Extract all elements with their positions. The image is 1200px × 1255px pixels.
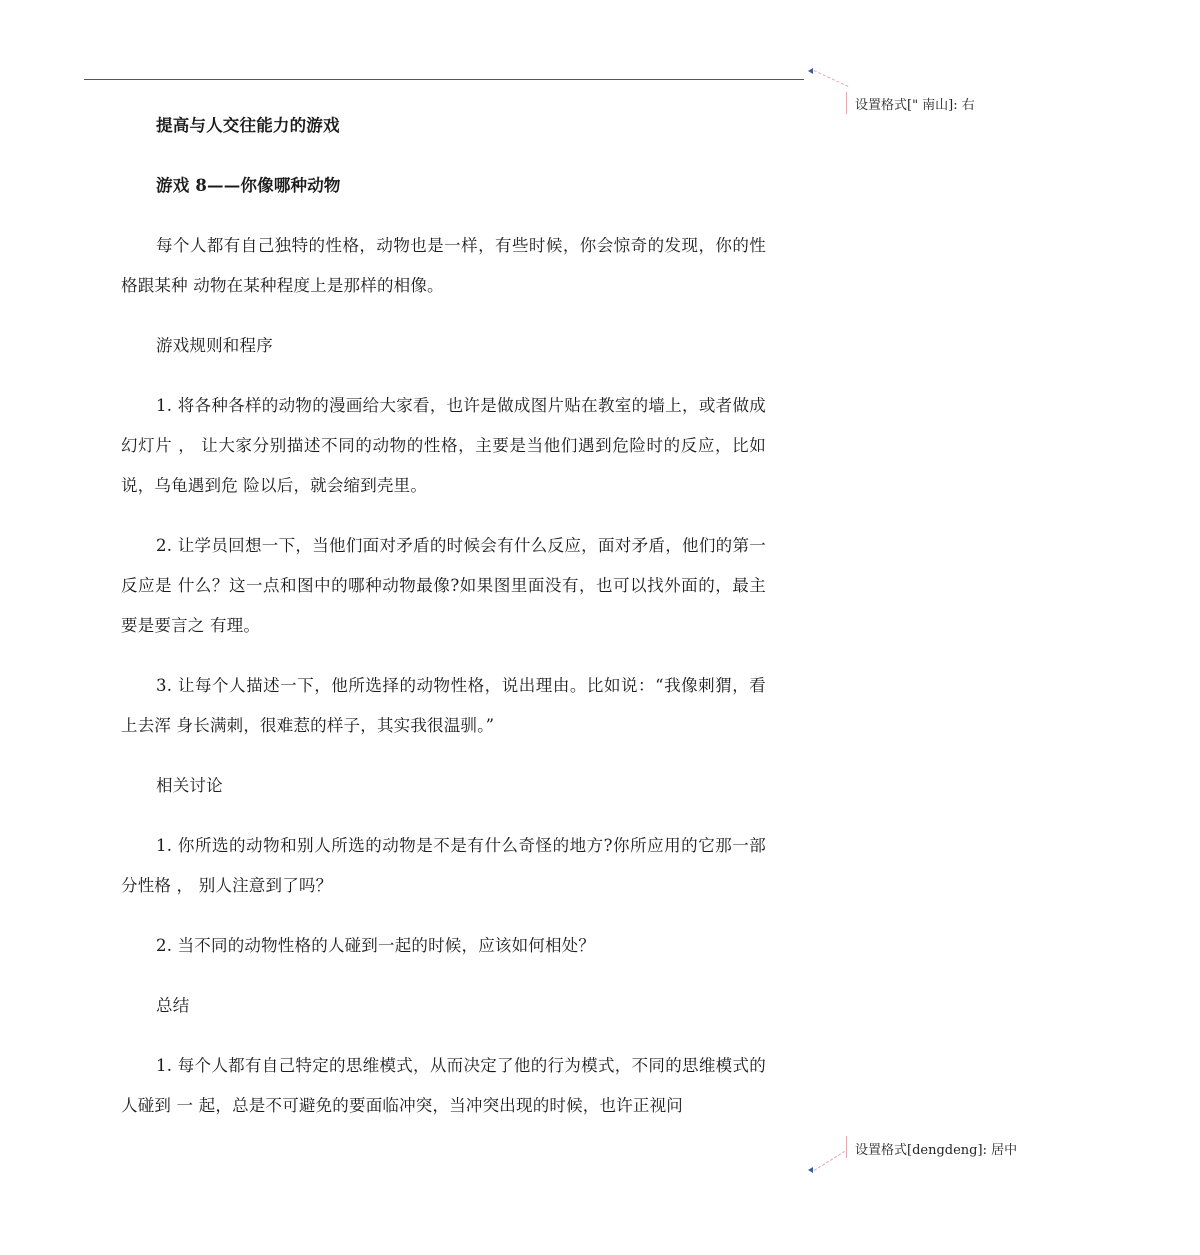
comment-anchor-top[interactable] [808,68,813,74]
comment-connector-bottom [814,1151,845,1171]
comment-bar-bottom [846,1136,847,1158]
rule-step-3: 3. 让每个人描述一下，他所选择的动物性格，说出理由。比如说：“我像刺猬，看上去浑 身长满刺，很难惹的样子，其实我很温驯。” [121,676,766,735]
comment-anchor-bottom[interactable] [808,1167,813,1173]
discussion-item-2: 2. 当不同的动物性格的人碰到一起的时候，应该如何相处？ [156,936,596,955]
format-comment-right[interactable]: 设置格式[" 南山]: 右 [855,98,975,113]
discussion-heading: 相关讨论 [156,776,223,795]
summary-item-1: 1. 每个人都有自己特定的思维模式，从而决定了他的行为模式，不同的思维模式的人碰到 一 起，总是不可避免的要面临冲突，当冲突出现的时候，也许正视问 [121,1056,766,1115]
game-heading: 游戏 8——你像哪种动物 [156,176,341,195]
intro-paragraph: 每个人都有自己独特的性格，动物也是一样，有些时候，你会惊奇的发现，你的性格跟某种 动物在某种程度上是那样的相像。 [121,236,766,295]
rule-step-1: 1. 将各种各样的动物的漫画给大家看，也许是做成图片贴在教室的墙上，或者做成幻灯片 ， 让大家分别描述不同的动物的性格，主要是当他们遇到危险时的反应，比如说，乌龟遇到危 险以后，就会缩到壳里。 [121,396,766,495]
document-title: 提高与人交往能力的游戏 [156,116,340,135]
header-rule [84,79,804,80]
comment-connector-top [814,70,849,87]
format-comment-center[interactable]: 设置格式[dengdeng]: 居中 [855,1143,1018,1158]
rules-heading: 游戏规则和程序 [156,336,273,355]
rule-step-2: 2. 让学员回想一下，当他们面对矛盾的时候会有什么反应，面对矛盾，他们的第一反应是 什么？这一点和图中的哪种动物最像?如果图里面没有，也可以找外面的，最主要是要言之 有理。 [121,536,766,635]
document-body [121,106,766,1126]
summary-heading: 总结 [156,996,190,1015]
comment-bar-top [846,92,847,114]
discussion-item-1: 1. 你所选的动物和别人所选的动物是不是有什么奇怪的地方?你所应用的它那一部分性格 ， 别人注意到了吗？ [121,836,766,895]
